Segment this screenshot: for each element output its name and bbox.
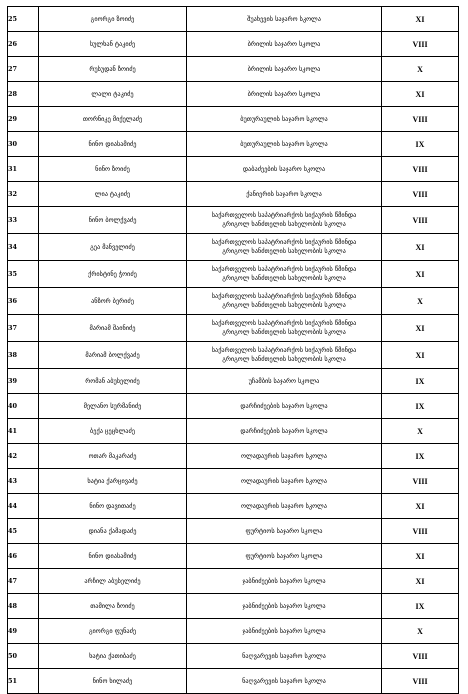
school-name-line: უჩამბის საჯარო სკოლა <box>248 377 320 385</box>
grade-level: VIII <box>382 669 459 694</box>
school-name-line: ფურტიოს საჯარო სკოლა <box>245 527 323 535</box>
school-name-line: საქართველოს საპატრიარქოს სიქაურის წმინდა <box>211 212 357 219</box>
school-name <box>187 342 382 369</box>
row-number: 34 <box>8 234 39 261</box>
grade-level: IX <box>382 132 459 157</box>
student-name: დიანა ქამადაძე <box>39 519 187 544</box>
table-row <box>8 494 459 519</box>
table-row <box>8 369 459 394</box>
grade-level: VIII <box>382 469 459 494</box>
student-name: ნინო დიასამიძე <box>39 544 187 569</box>
grade-level: VIII <box>382 644 459 669</box>
student-name: არჩილ აბუსელიძე <box>39 569 187 594</box>
school-name-line: ოლადაურის საჯარო სკოლა <box>241 477 327 485</box>
student-name: ლალი ტაკიძე <box>39 82 187 107</box>
table-row <box>8 594 459 619</box>
grade-level: XI <box>382 7 459 32</box>
school-name-line: დარჩიძეების საჯარო სკოლა <box>240 402 328 410</box>
grade-level: IX <box>382 594 459 619</box>
school-name <box>187 182 382 207</box>
grade-level: IX <box>382 444 459 469</box>
grade-level: XI <box>382 494 459 519</box>
table-row <box>8 288 459 315</box>
table-row <box>8 619 459 644</box>
school-name-line: ჯაბნიძეების საჯარო სკოლა <box>242 602 326 610</box>
school-name-line: ფურტიოს საჯარო სკოლა <box>245 552 323 560</box>
row-number: 33 <box>8 207 39 234</box>
student-name: თამილა ზოიძე <box>39 594 187 619</box>
row-number: 45 <box>8 519 39 544</box>
table-row <box>8 569 459 594</box>
school-name <box>187 234 382 261</box>
school-name <box>187 569 382 594</box>
row-number: 26 <box>8 32 39 57</box>
school-name-line: ოლადაურის საჯარო სკოლა <box>241 452 327 460</box>
row-number: 32 <box>8 182 39 207</box>
table-row <box>8 57 459 82</box>
student-name: მელანო სურმანიძე <box>39 394 187 419</box>
grade-level: VIII <box>382 519 459 544</box>
row-number: 31 <box>8 157 39 182</box>
table-row <box>8 157 459 182</box>
school-name-line: გრიგოლ ხანძთელის სახელობის სკოლა <box>222 329 346 336</box>
row-number: 28 <box>8 82 39 107</box>
school-name <box>187 107 382 132</box>
student-name: ხატია ქათიბაძე <box>39 644 187 669</box>
grade-level: VIII <box>382 32 459 57</box>
school-name-line: გრიგოლ ხანძთელის სახელობის სკოლა <box>222 248 346 255</box>
school-name-line: შუახევის საჯარო სკოლა <box>247 15 321 23</box>
table-row <box>8 469 459 494</box>
table-row <box>8 544 459 569</box>
row-number: 50 <box>8 644 39 669</box>
student-name: რომან აბუსელიძე <box>39 369 187 394</box>
grade-level: X <box>382 619 459 644</box>
table-row <box>8 82 459 107</box>
student-name: სულხან ტაკიძე <box>39 32 187 57</box>
row-number: 41 <box>8 419 39 444</box>
student-name: ქრისტინე ჭოიძე <box>39 261 187 288</box>
participants-table-body <box>8 7 459 694</box>
row-number: 38 <box>8 342 39 369</box>
school-name-line: გრიგოლ ხანძთელის სახელობის სკოლა <box>222 356 346 363</box>
school-name <box>187 494 382 519</box>
table-row <box>8 419 459 444</box>
table-row <box>8 7 459 32</box>
school-name-line: ოლადაურის საჯარო სკოლა <box>241 502 327 510</box>
row-number: 42 <box>8 444 39 469</box>
grade-level: VIII <box>382 157 459 182</box>
student-name: ხატია ქარცივაძე <box>39 469 187 494</box>
school-name-line: დაბაძეების საჯარო სკოლა <box>242 165 326 173</box>
table-row <box>8 342 459 369</box>
grade-level: VIII <box>382 207 459 234</box>
table-row <box>8 315 459 342</box>
grade-level: XI <box>382 82 459 107</box>
student-name: გიორგი ფუნაძე <box>39 619 187 644</box>
school-name <box>187 394 382 419</box>
row-number: 39 <box>8 369 39 394</box>
school-name-line: გრიგოლ ხანძთელის სახელობის სკოლა <box>222 275 346 282</box>
table-row <box>8 132 459 157</box>
school-name <box>187 419 382 444</box>
school-name-line: საქართველოს საპატრიარქოს სიქაურის წმინდა <box>211 239 357 246</box>
table-row <box>8 107 459 132</box>
school-name <box>187 619 382 644</box>
school-name <box>187 469 382 494</box>
row-number: 49 <box>8 619 39 644</box>
table-row <box>8 182 459 207</box>
school-name-line: გრიგოლ ხანძთელის სახელობის სკოლა <box>222 221 346 228</box>
school-name <box>187 519 382 544</box>
student-name: ნინო დავითაძე <box>39 494 187 519</box>
school-name <box>187 7 382 32</box>
school-name <box>187 82 382 107</box>
row-number: 25 <box>8 7 39 32</box>
grade-level: XI <box>382 544 459 569</box>
student-name: ანზორ ბერიძე <box>39 288 187 315</box>
school-name-line: საქართველოს საპატრიარქოს სიქაურის წმინდა <box>211 293 357 300</box>
row-number: 40 <box>8 394 39 419</box>
school-name-line: გრიგოლ ხანძთელის სახელობის სკოლა <box>222 302 346 309</box>
student-name: ნინო დიასამიძე <box>39 132 187 157</box>
school-name-line: ჯაბნიძეების საჯარო სკოლა <box>242 577 326 585</box>
student-name: ნინო ზოიძე <box>39 157 187 182</box>
row-number: 29 <box>8 107 39 132</box>
grade-level: X <box>382 419 459 444</box>
grade-level: XI <box>382 315 459 342</box>
grade-level: XI <box>382 261 459 288</box>
student-name: მარიამ ბოლქვაძე <box>39 342 187 369</box>
student-name: თორნიკე მიქელაძე <box>39 107 187 132</box>
row-number: 48 <box>8 594 39 619</box>
school-name <box>187 315 382 342</box>
school-name-line: საქართველოს საპატრიარქოს სიქაურის წმინდა <box>211 347 357 354</box>
table-row <box>8 669 459 694</box>
row-number: 35 <box>8 261 39 288</box>
student-name: მარიამ შაინიძე <box>39 315 187 342</box>
grade-level: XI <box>382 569 459 594</box>
table-row <box>8 32 459 57</box>
school-name <box>187 261 382 288</box>
school-name <box>187 444 382 469</box>
student-name: რუსუდან ზოიძე <box>39 57 187 82</box>
school-name <box>187 288 382 315</box>
school-name <box>187 544 382 569</box>
row-number: 44 <box>8 494 39 519</box>
school-name <box>187 32 382 57</box>
school-name <box>187 157 382 182</box>
student-name: ნინო ხილაძე <box>39 669 187 694</box>
grade-level: XI <box>382 234 459 261</box>
school-name-line: ბრილის საჯარო სკოლა <box>247 90 321 98</box>
school-name <box>187 207 382 234</box>
school-name-line: საქართველოს საპატრიარქოს სიქაურის წმინდა <box>211 266 357 273</box>
school-name-line: ბუთურაულის საჯარო სკოლა <box>240 140 328 148</box>
student-name: ნინო ბოლქვაძე <box>39 207 187 234</box>
school-name <box>187 669 382 694</box>
school-name <box>187 369 382 394</box>
school-name-line: ბრილის საჯარო სკოლა <box>247 40 321 48</box>
table-row <box>8 234 459 261</box>
school-name-line: ბუთურაულის საჯარო სკოლა <box>240 115 328 123</box>
row-number: 30 <box>8 132 39 157</box>
student-name: ბექა ცეცხლაძე <box>39 419 187 444</box>
school-name <box>187 594 382 619</box>
school-name-line: ქანიერის საჯარო სკოლა <box>246 190 322 198</box>
school-name-line: ბრილის საჯარო სკოლა <box>247 65 321 73</box>
school-name-line: დარჩიძეების საჯარო სკოლა <box>240 427 328 435</box>
table-row <box>8 261 459 288</box>
school-name <box>187 644 382 669</box>
row-number: 47 <box>8 569 39 594</box>
grade-level: XI <box>382 342 459 369</box>
school-name-line: ჯაბნიძეების საჯარო სკოლა <box>242 627 326 635</box>
row-number: 51 <box>8 669 39 694</box>
participants-table <box>7 6 459 694</box>
table-row <box>8 394 459 419</box>
grade-level: IX <box>382 394 459 419</box>
grade-level: VIII <box>382 107 459 132</box>
student-name: ლია ტაკიძე <box>39 182 187 207</box>
table-row <box>8 207 459 234</box>
grade-level: X <box>382 57 459 82</box>
school-name-line: ნაღვარევის საჯარო სკოლა <box>242 677 326 685</box>
student-name: გეა მანველიძე <box>39 234 187 261</box>
table-row <box>8 444 459 469</box>
school-name-line: ნაღვარევის საჯარო სკოლა <box>242 652 326 660</box>
school-name <box>187 132 382 157</box>
student-name: ოთარ მაკარაძე <box>39 444 187 469</box>
grade-level: IX <box>382 369 459 394</box>
row-number: 27 <box>8 57 39 82</box>
table-row <box>8 519 459 544</box>
grade-level: VIII <box>382 182 459 207</box>
grade-level: X <box>382 288 459 315</box>
school-name <box>187 57 382 82</box>
row-number: 37 <box>8 315 39 342</box>
table-row <box>8 644 459 669</box>
row-number: 43 <box>8 469 39 494</box>
row-number: 36 <box>8 288 39 315</box>
school-name-line: საქართველოს საპატრიარქოს სიქაურის წმინდა <box>211 320 357 327</box>
row-number: 46 <box>8 544 39 569</box>
student-name: გიორგი ზოიძე <box>39 7 187 32</box>
